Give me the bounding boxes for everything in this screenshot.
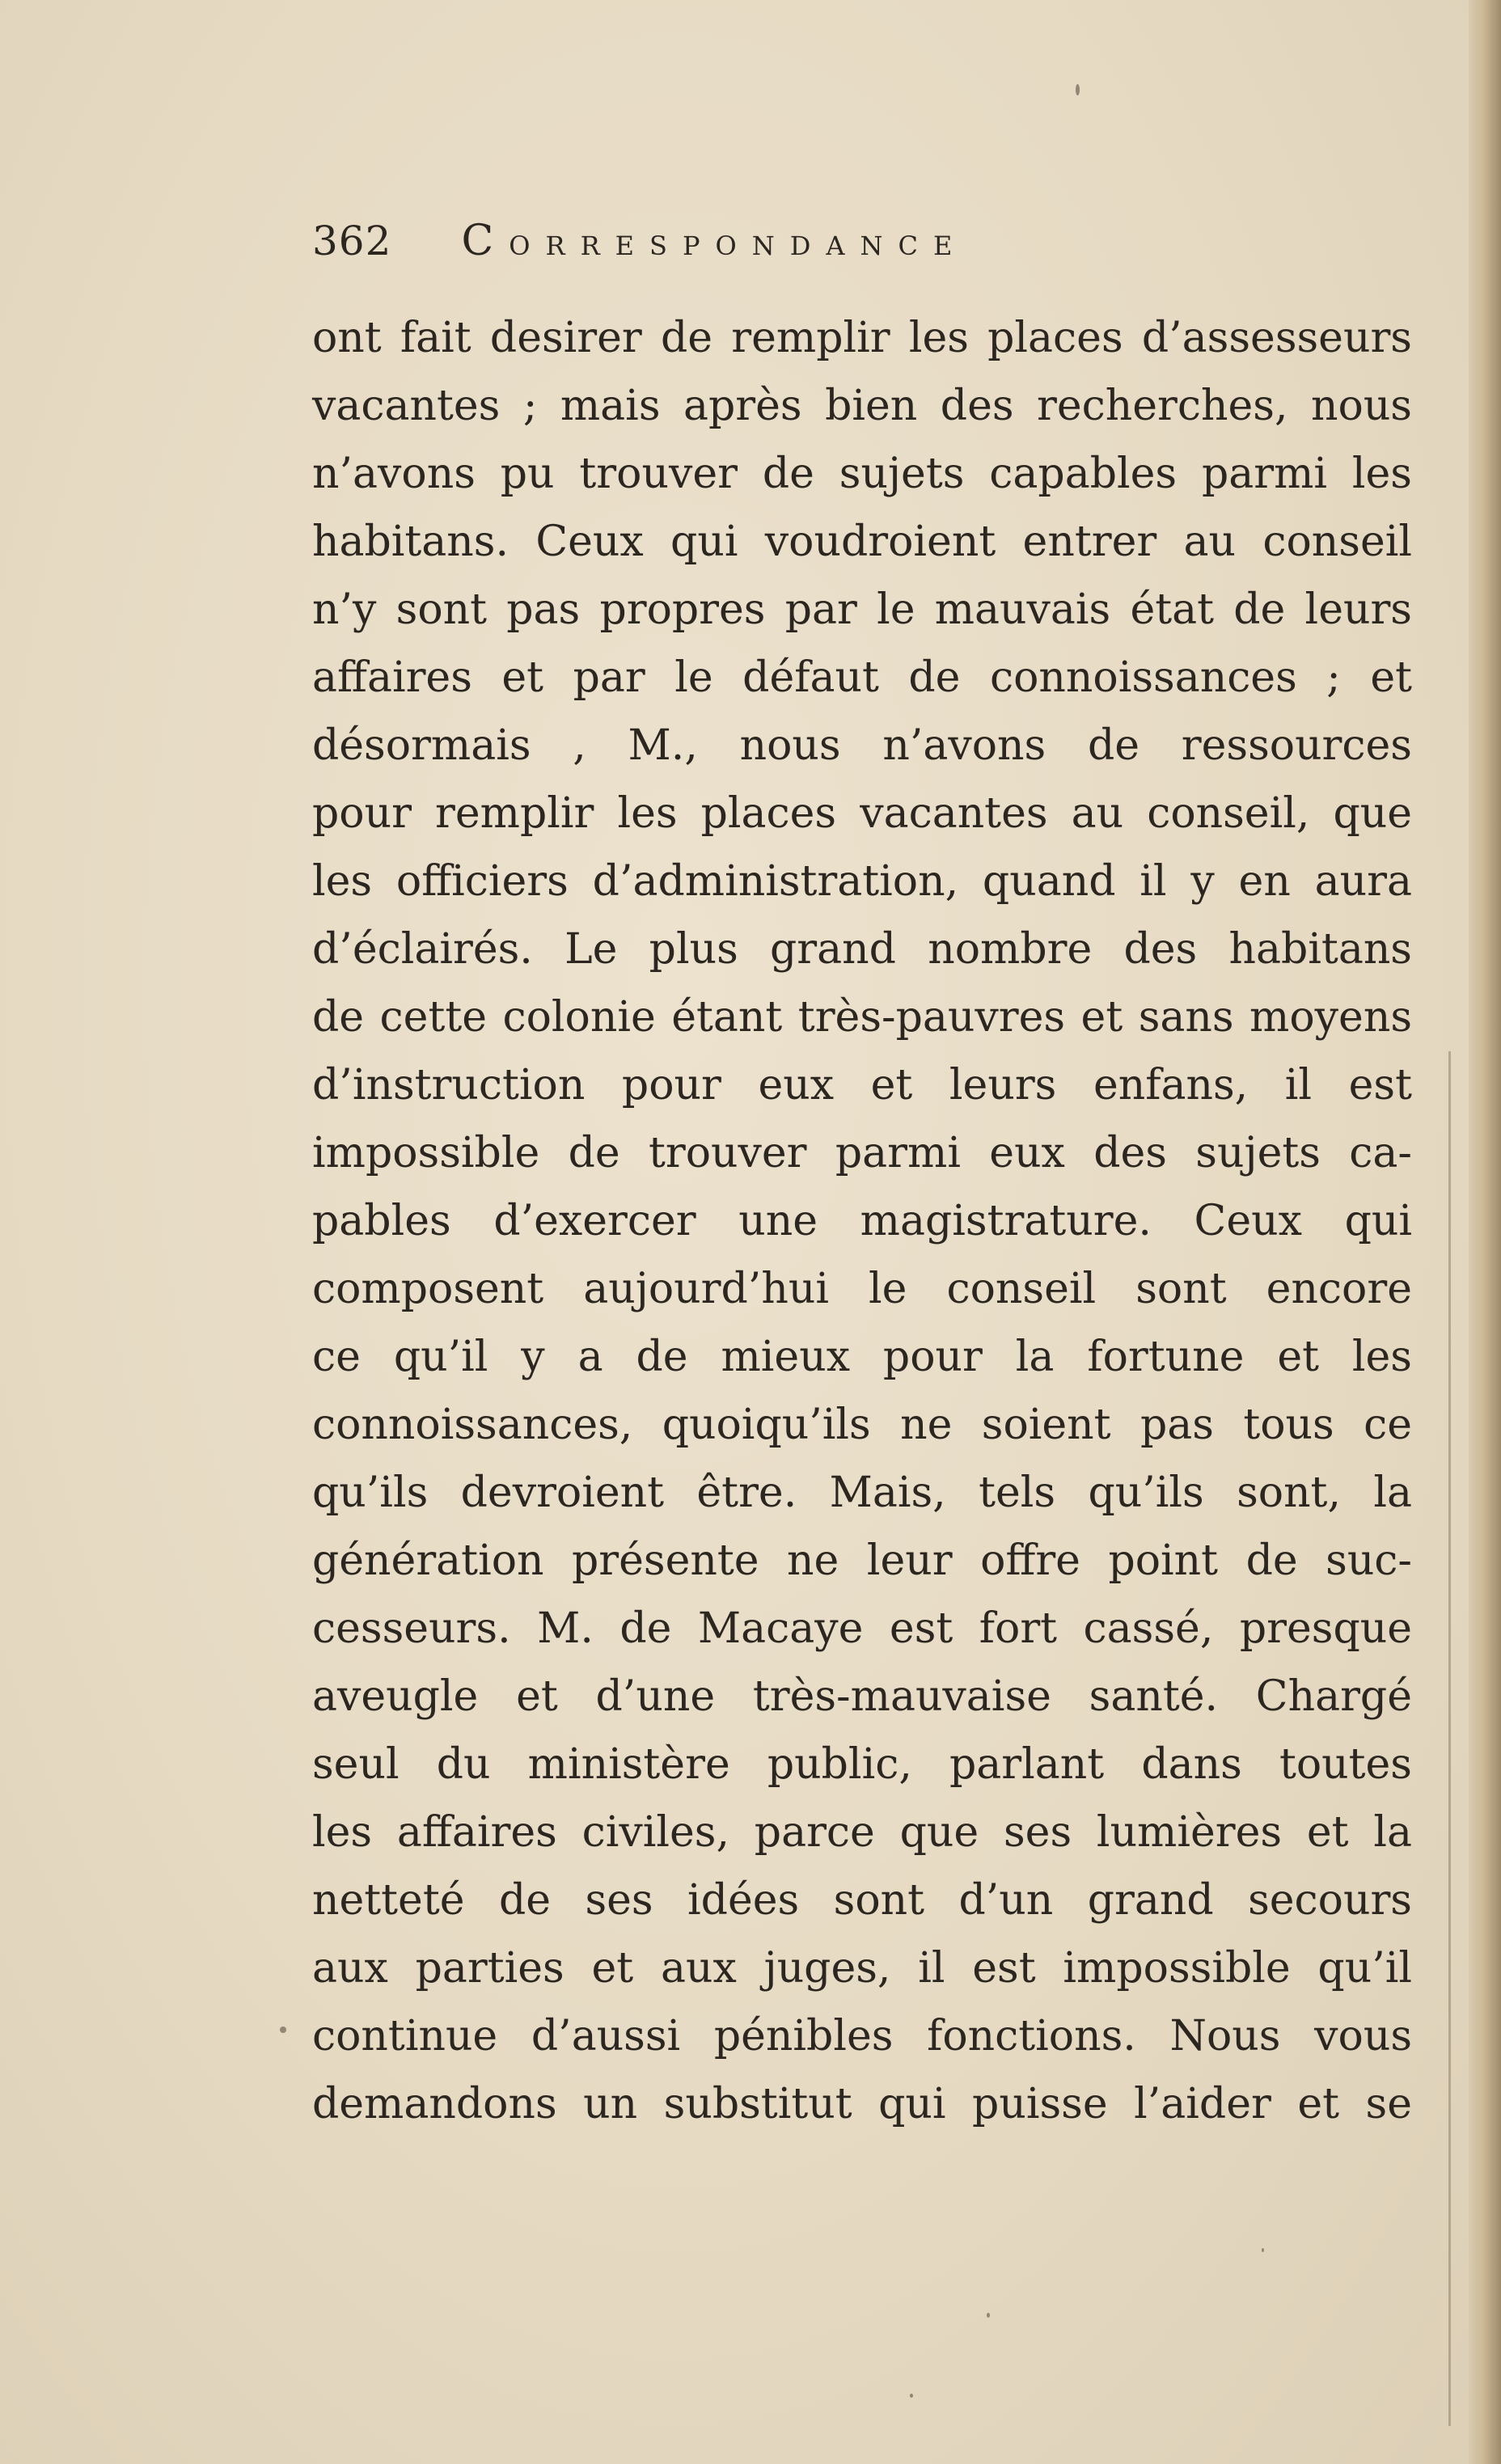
text-line: pables d’exercer une magistrature. Ceux qui (312, 1197, 1412, 1245)
text-line: connoissances, quoiqu’ils ne soient pas tous ce (312, 1401, 1412, 1449)
text-line: affaires et par le défaut de connoissances ; et (312, 653, 1412, 702)
text-line: les affaires civiles, parce que ses lumières et la (312, 1808, 1412, 1857)
text-line: de cette colonie étant très-pauvres et sans moyens (312, 993, 1412, 1042)
text-line: d’instruction pour eux et leurs enfans, il est (312, 1061, 1412, 1109)
text-line: désormais , M., nous n’avons de ressources (312, 721, 1412, 770)
text-line: netteté de ses idées sont d’un grand secours (312, 1876, 1412, 1925)
text-line: continue d’aussi pénibles fonctions. Nous vous (312, 2012, 1412, 2060)
text-line: seul du ministère public, parlant dans toutes (312, 1740, 1412, 1789)
text-line: vacantes ; mais après bien des recherches, nous (312, 382, 1412, 430)
paper-speck (1262, 2248, 1264, 2252)
paper-speck (987, 2313, 990, 2318)
text-line: n’y sont pas propres par le mauvais état de leurs (312, 585, 1412, 634)
text-line: ce qu’il y a de mieux pour la fortune et les (312, 1333, 1412, 1381)
text-line: n’avons pu trouver de sujets capables parmi les (312, 450, 1412, 498)
text-line: pour remplir les places vacantes au conseil, que (312, 789, 1412, 838)
text-line: habitans. Ceux qui voudroient entrer au conseil (312, 518, 1412, 566)
text-line: cesseurs. M. de Macaye est fort cassé, presque (312, 1604, 1412, 1653)
text-line: ont fait desirer de remplir les places d’assesseurs (312, 314, 1412, 362)
text-line: aux parties et aux juges, il est impossible qu’il (312, 1944, 1412, 1993)
page-edge (1469, 0, 1501, 2464)
text-line: les officiers d’administration, quand il y en aura (312, 857, 1412, 906)
text-line: qu’ils devroient être. Mais, tels qu’ils sont, la (312, 1469, 1412, 1517)
paper-speck (910, 2394, 913, 2398)
text-line: demandons un substitut qui puisse l’aider et se (312, 2080, 1412, 2128)
text-line: aveugle et d’une très-mauvaise santé. Chargé (312, 1672, 1412, 1721)
text-line: génération présente ne leur offre point de suc- (312, 1536, 1412, 1585)
running-head (312, 217, 967, 290)
page-number: 362 (312, 218, 392, 264)
paper-speck (1076, 84, 1080, 95)
text-line: d’éclairés. Le plus grand nombre des habitans (312, 925, 1412, 974)
paper-speck (280, 2027, 286, 2033)
text-line: impossible de trouver parmi eux des sujets ca- (312, 1129, 1412, 1177)
body-text (312, 304, 1412, 2138)
gutter-line (1448, 1051, 1451, 2426)
text-line: composent aujourd’hui le conseil sont encore (312, 1265, 1412, 1313)
running-title: CORRESPONDANCE (461, 217, 968, 265)
